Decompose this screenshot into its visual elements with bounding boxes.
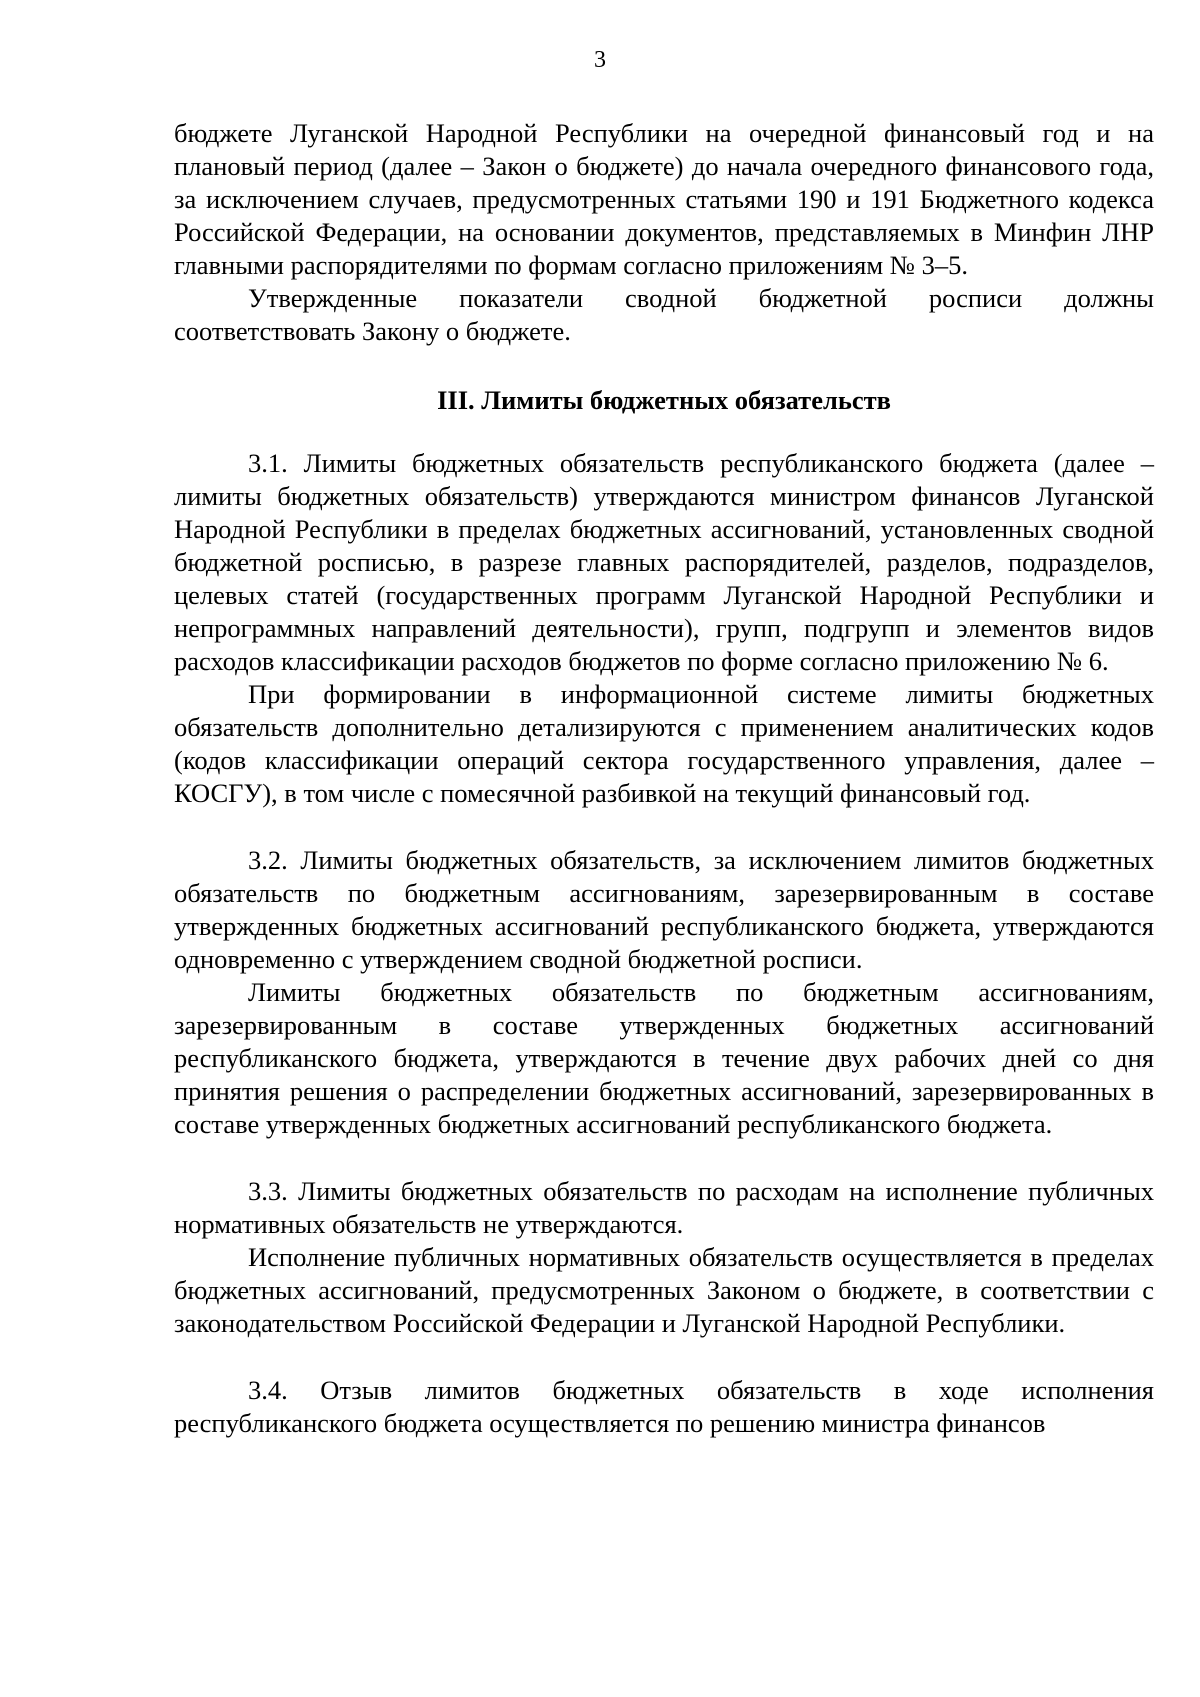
clause-3-4-paragraph: 3.4. Отзыв лимитов бюджетных обязательств в ходе исполнения республиканского бюджета осуществляется по решению министра финансов <box>174 1375 1154 1438</box>
clause-3-2-paragraph: 3.2. Лимиты бюджетных обязательств, за исключением лимитов бюджетных обязательств по бюджетным ассигнованиям, зарезервированным в составе утвержденных бюджетных ассигнований республиканского бюджета, утверждаются одновременно с утверждением сводной бюджетной росписи. <box>174 845 1154 974</box>
clause-3-3-execution-paragraph: Исполнение публичных нормативных обязательств осуществляется в пределах бюджетных ассигнований, предусмотренных Законом о бюджете, в соответствии с законодательством Российской Федерации и Луганской Народной Республики. <box>174 1242 1154 1338</box>
spacer <box>174 1340 1154 1374</box>
spacer <box>174 348 1154 384</box>
clause-3-3-paragraph: 3.3. Лимиты бюджетных обязательств по расходам на исполнение публичных нормативных обязательств не утверждаются. <box>174 1176 1154 1239</box>
spacer <box>174 1141 1154 1175</box>
spacer <box>174 810 1154 844</box>
paragraph-intro-continuation: бюджете Луганской Народной Республики на очередной финансовый год и на плановый период (далее – Закон о бюджете) до начала очередного финансового года, за исключением случаев, предусмотренных статьями 190 и 191 Бюджетного кодекса Российской Федерации, на основании документов, представляемых в Минфин ЛНР главными распорядителями по формам согласно приложениям № 3–5. <box>174 118 1154 280</box>
clause-3-2-reserved-paragraph: Лимиты бюджетных обязательств по бюджетным ассигнованиям, зарезервированным в составе утвержденных бюджетных ассигнований республиканского бюджета, утверждаются в течение двух рабочих дней со дня принятия решения о распределении бюджетных ассигнований, зарезервированных в составе утвержденных бюджетных ассигнований республиканского бюджета. <box>174 977 1154 1139</box>
section-heading: III. Лимиты бюджетных обязательств <box>437 385 891 415</box>
document-body <box>174 117 1154 1440</box>
clause-3-1-detail-paragraph: При формировании в информационной системе лимиты бюджетных обязательств дополнительно детализируются с применением аналитических кодов (кодов классификации операций сектора государственного управления, далее – КОСГУ), в том числе с помесячной разбивкой на текущий финансовый год. <box>174 679 1154 808</box>
paragraph-intro-approved-indicators: Утвержденные показатели сводной бюджетной росписи должны соответствовать Закону о бюджете. <box>174 283 1154 346</box>
spacer <box>174 417 1154 447</box>
page-number: 3 <box>594 47 606 73</box>
clause-3-1-paragraph: 3.1. Лимиты бюджетных обязательств республиканского бюджета (далее – лимиты бюджетных обязательств) утверждаются министром финансов Луганской Народной Республики в пределах бюджетных ассигнований, установленных сводной бюджетной росписью, в разрезе главных распорядителей, разделов, подразделов, целевых статей (государственных программ Луганской Народной Республики и непрограммных направлений деятельности), групп, подгрупп и элементов видов расходов классификации расходов бюджетов по форме согласно приложению № 6. <box>174 448 1154 676</box>
